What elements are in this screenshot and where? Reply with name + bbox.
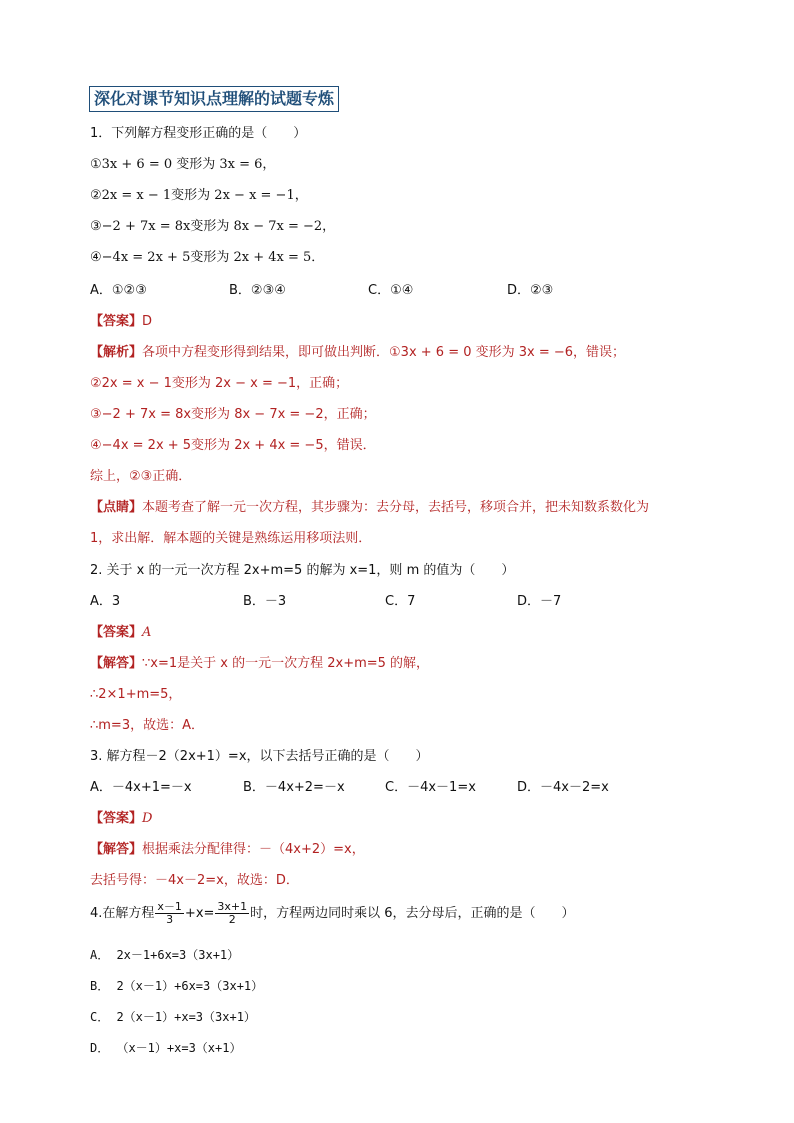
q1-option-a: A．①②③	[90, 283, 147, 298]
answer-tag: 【答案】	[90, 811, 143, 826]
q3-option-a: A．－4x+1=－x	[90, 780, 192, 795]
q3-solution-line-1	[90, 840, 365, 860]
q2-solution-line-1	[90, 654, 429, 674]
q1-comment-text-1: 本题考查了解一元一次方程，其步骤为：去分母，去括号，移项合并，把未知数系数化为	[142, 500, 650, 515]
q1-item-2: ②2x = x − 1变形为 2x − x = −1，	[90, 188, 308, 203]
q3-solution-line-2: 去括号得：－4x－2=x，故选：D．	[90, 873, 299, 888]
q4-stem-prefix: 4.在解方程	[90, 906, 155, 921]
q1-option-b: B．②③④	[229, 283, 286, 298]
q4-fraction-1-denominator: 3	[166, 913, 174, 926]
q1-option-c: C．①④	[368, 283, 414, 298]
q1-analysis-line-2: ②2x = x − 1变形为 2x − x = −1，正确；	[90, 376, 349, 391]
q4-option-b: B． 2（x－1）+6x=3（3x+1）	[90, 979, 264, 993]
q4-fraction-1-numerator: x－1	[157, 900, 182, 913]
q4-stem-mid: +x=	[184, 906, 215, 921]
q1-option-d: D．②③	[507, 283, 554, 298]
q1-item-1: ①3x + 6 = 0 变形为 3x = 6，	[90, 157, 276, 172]
analysis-tag: 【解析】	[90, 345, 143, 360]
solution-tag: 【解答】	[90, 656, 143, 671]
section-title: 深化对课节知识点理解的试题专炼	[89, 86, 339, 112]
q2-solution-line-3: ∴m=3，故选：A．	[90, 718, 204, 733]
q2-stem: 2. 关于 x 的一元一次方程 2x+m=5 的解为 x=1，则 m 的值为（ ）	[90, 563, 515, 578]
answer-tag: 【答案】	[90, 625, 143, 640]
q4-option-a: A． 2x－1+6x=3（3x+1）	[90, 948, 240, 962]
q4-fraction-2	[215, 901, 249, 926]
q4-stem-suffix: 时，方程两边同时乘以 6，去分母后，正确的是（ ）	[250, 906, 575, 921]
q1-analysis-line-4: ④−4x = 2x + 5变形为 2x + 4x = −5，错误．	[90, 438, 376, 453]
q3-option-d: D．－4x－2=x	[517, 780, 609, 795]
q1-analysis-line-1	[90, 343, 625, 363]
comment-tag: 【点睛】	[90, 500, 143, 515]
q4-fraction-2-numerator: 3x+1	[217, 900, 248, 913]
q4-fraction-2-denominator: 2	[228, 913, 236, 926]
q4-option-c: C． 2（x－1）+x=3（3x+1）	[90, 1010, 256, 1024]
q3-option-c: C．－4x－1=x	[385, 780, 476, 795]
q2-answer-line	[90, 623, 151, 643]
q4-option-d: D． （x－1）+x=3（x+1）	[90, 1041, 242, 1055]
q1-comment-line-1	[90, 498, 649, 518]
q4-stem	[90, 900, 575, 928]
q1-analysis-line-3: ③−2 + 7x = 8x变形为 8x − 7x = −2，正确；	[90, 407, 376, 422]
answer-tag: 【答案】	[90, 314, 143, 329]
q1-answer: D	[142, 314, 153, 329]
solution-tag: 【解答】	[90, 842, 143, 857]
q3-solution-text-1: 根据乘法分配律得：－（4x+2）=x，	[142, 842, 365, 857]
q1-comment-line-2: 1，求出解．解本题的关键是熟练运用移项法则．	[90, 531, 372, 546]
q4-fraction-1	[155, 901, 184, 926]
q2-option-b: B．－3	[243, 594, 287, 609]
q1-analysis-text-1: 各项中方程变形得到结果，即可做出判断．①3x + 6 = 0 变形为 3x = −6，错误；	[142, 345, 626, 360]
q1-analysis-line-5: 综上，②③正确．	[90, 469, 192, 484]
q2-option-a: A．3	[90, 594, 121, 609]
q2-solution-text-1: ∵x=1是关于 x 的一元一次方程 2x+m=5 的解，	[142, 656, 430, 671]
q3-answer: D	[142, 811, 153, 826]
q3-stem: 3. 解方程－2（2x+1）=x，以下去括号正确的是（ ）	[90, 749, 429, 764]
q2-solution-line-2: ∴2×1+m=5，	[90, 687, 182, 702]
q1-answer-line	[90, 312, 152, 332]
q1-item-3: ③−2 + 7x = 8x变形为 8x − 7x = −2，	[90, 219, 336, 234]
q2-answer: A	[142, 625, 152, 640]
q3-option-b: B．－4x+2=－x	[243, 780, 345, 795]
q3-answer-line	[90, 809, 152, 829]
q1-item-4: ④−4x = 2x + 5变形为 2x + 4x = 5．	[90, 250, 325, 265]
q2-option-d: D．－7	[517, 594, 562, 609]
q1-stem: 1．下列解方程变形正确的是（ ）	[90, 126, 307, 141]
q2-option-c: C．7	[385, 594, 416, 609]
